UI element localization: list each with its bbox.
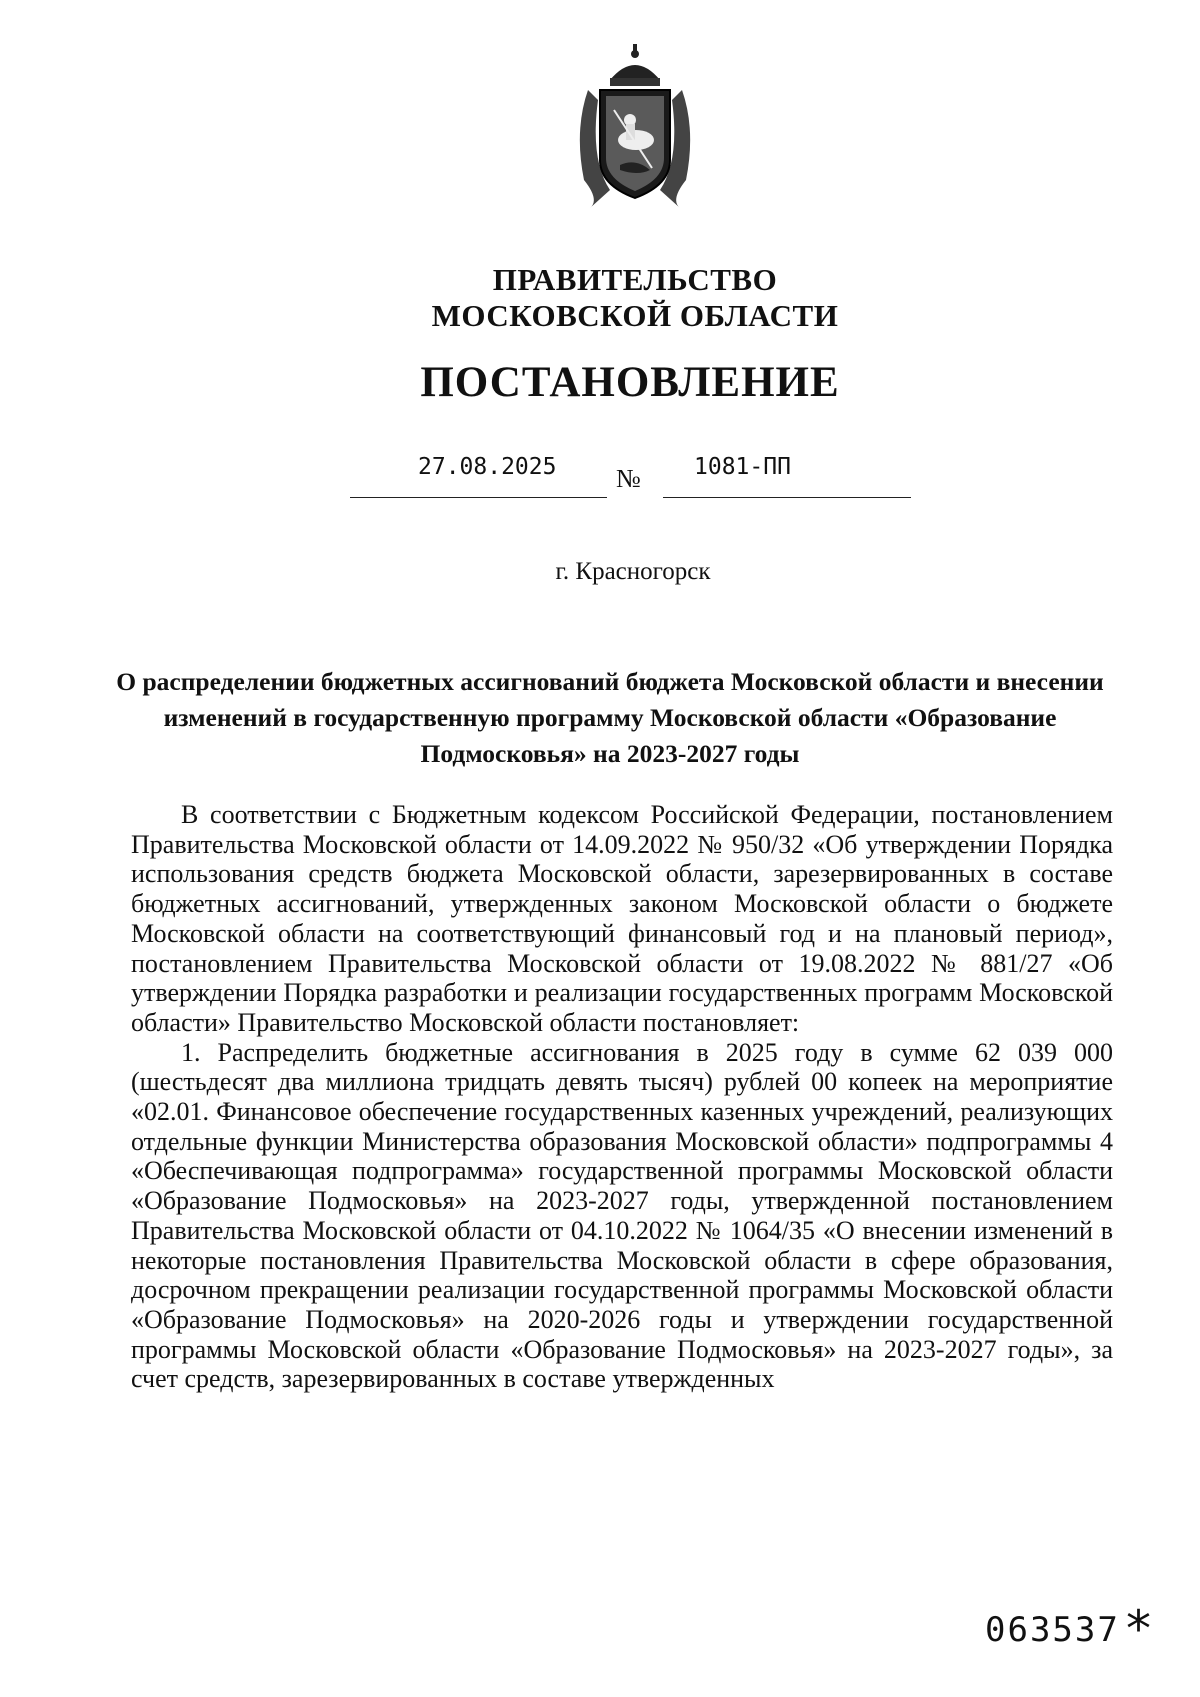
document-date: 27.08.2025 xyxy=(418,454,557,480)
coat-of-arms-emblem xyxy=(570,40,700,210)
document-title: О распределении бюджетных ассигнований бюджета Московской области и внесении изменений в государственную программу Московской области «Образование Подмосковья» на 2023-2027 годы xyxy=(116,667,1104,768)
authority-line-2: МОСКОВСКОЙ ОБЛАСТИ xyxy=(431,298,839,333)
authority-line-1: ПРАВИТЕЛЬСТВО xyxy=(492,262,778,297)
stamp-asterisk: * xyxy=(1126,1600,1151,1658)
number-sign: № xyxy=(616,464,641,493)
number-underline xyxy=(663,497,911,498)
body-paragraph-item-1: 1. Распределить бюджетные ассигнования в 2025 году в сумме 62 039 000 (шестьдесят два миллиона тридцать девять тысяч) рублей 00 копеек на мероприятие «02.01. Финансовое обеспечение государственных казенных учреждений, реализующих отдельные функции Министерства образования Московской области» подпрограммы 4 «Обеспечивающая подпрограмма» государственной программы Московской области «Образование Подмосковья» на 2023-2027 годы, утвержденной постановлением Правительства Московской области от 04.10.2022 № 1064/35 «О внесении изменений в некоторые постановления Правительства Московской области в сфере образования, досрочном прекращении реализации государственной программы Московской области «Образование Подмосковья» на 2020-2026 годы и утверждении государственной программы Московской области «Образование Подмосковья» на 2023-2027 годы», за счет средств, зарезервированных в составе утвержденных xyxy=(131,1037,1113,1394)
date-underline xyxy=(350,497,607,498)
issuing-authority xyxy=(0,262,1200,334)
document-body xyxy=(131,800,1113,1394)
document-number: 1081-ПП xyxy=(694,454,791,480)
document-type: ПОСТАНОВЛЕНИЕ xyxy=(420,359,840,406)
serial-stamp-number: 063537 xyxy=(985,1610,1120,1650)
issue-city: г. Красногорск xyxy=(555,558,711,585)
body-paragraph-preamble: В соответствии с Бюджетным кодексом Российской Федерации, постановлением Правительства Московской области от 14.09.2022 № 950/32 «Об утверждении Порядка использования средств бюджета Московской области, зарезервированных в составе бюджетных ассигнований, утвержденных законом Московской области о бюджете Московской области на соответствующий финансовый год и на плановый период», постановлением Правительства Московской области от 19.08.2022 № 881/27 «Об утверждении Порядка разработки и реализации государственных программ Московской области» Правительство Московской области постановляет: xyxy=(131,800,1113,1037)
